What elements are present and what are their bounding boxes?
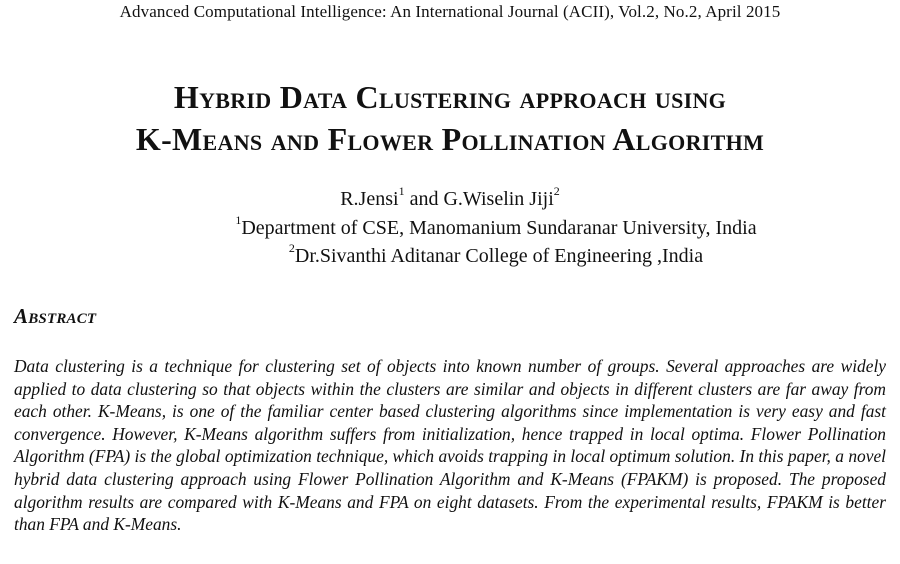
affiliation-2-marker: 2 <box>288 241 295 256</box>
affiliation-2 <box>0 242 900 270</box>
paper-title-line-2: K-Means and Flower Pollination Algorithm <box>135 121 765 157</box>
author-2-affiliation-marker: 2 <box>553 184 560 199</box>
affiliation-1 <box>0 214 900 242</box>
abstract-heading: Abstract <box>14 304 97 328</box>
affiliation-1-text: Department of CSE, Manomanium Sundaranar University, India <box>241 217 757 239</box>
abstract-text: Data clustering is a technique for clustering set of objects into known number of groups. Several approaches are widely applied to data clustering so that objects within the clusters are similar and objects in different clusters are far away from each other. K-Means, is one of the familiar center based clustering algorithms since implementation is very easy and fast convergence. However, K-Means algorithm suffers from initialization, hence trapped in local optima. Flower Pollination Algorithm (FPA) is the global optimization technique, which avoids trapping in local optimum solution. In this paper, a novel hybrid data clustering approach using Flower Pollination Algorithm and K-Means (FPAKM) is proposed. The proposed algorithm results are compared with K-Means and FPA on eight datasets. From the experimental results, FPAKM is better than FPA and K-Means. <box>14 356 886 535</box>
paper-title-line-1: Hybrid Data Clustering approach using <box>173 79 727 115</box>
author-2-name: G.Wiselin Jiji <box>443 188 554 210</box>
journal-header: Advanced Computational Intelligence: An International Journal (ACII), Vol.2, No.2, April 2015 <box>119 2 781 21</box>
author-1-affiliation-marker: 1 <box>398 184 405 199</box>
affiliation-1-marker: 1 <box>235 213 242 228</box>
author-1-name: R.Jensi <box>340 188 399 210</box>
paper-title <box>0 76 900 160</box>
affiliation-2-text: Dr.Sivanthi Aditanar College of Engineering ,India <box>294 245 704 267</box>
author-names <box>0 184 900 214</box>
author-block <box>0 184 900 270</box>
author-conjunction: and <box>404 188 444 210</box>
